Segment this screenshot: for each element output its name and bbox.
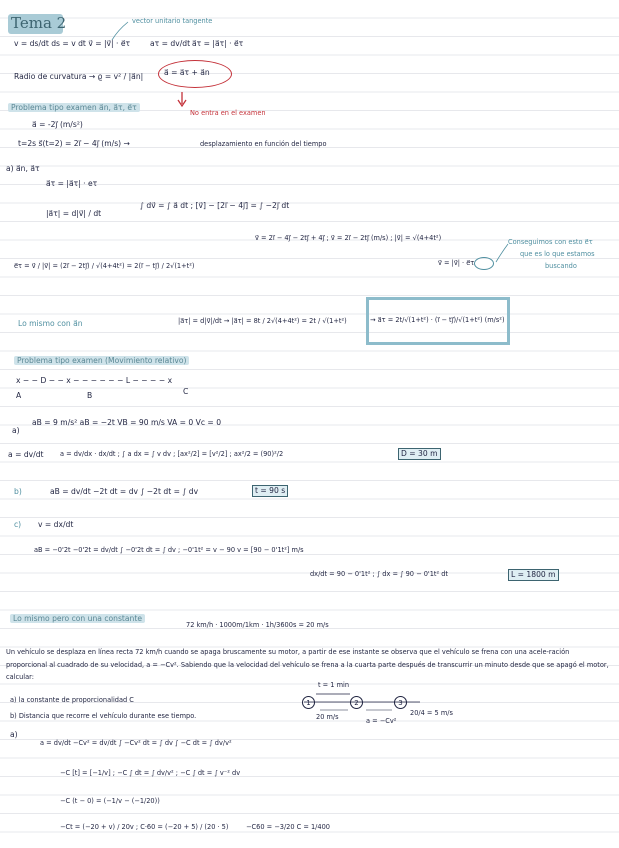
eq-b: aB = dv/dt −2t dt = dv ∫ −2t dt = ∫ dv — [50, 487, 199, 496]
diagram-point-1: 1 — [302, 696, 315, 709]
eq-line-1b: aτ = dv/dt — [150, 39, 191, 48]
eq-a-def: a = dv/dt — [8, 450, 44, 459]
eq-at-final: → a⃗τ = 2t/√(1+t²) · (i⃗ − tj⃗)/√(1+t²) (m/s²) — [370, 316, 505, 324]
eq-c-v: v = dx/dt — [38, 520, 74, 529]
question-a: a) la constante de proporcionalidad C — [10, 696, 134, 704]
note-no-entra: No entra en el examen — [190, 109, 266, 117]
diagram-accel: a = −Cv² — [366, 717, 397, 725]
diagram-point-3: 3 — [394, 696, 407, 709]
note-buscando: buscando — [545, 262, 577, 270]
eq-line-1: v = ds/dt ds = v dt v⃗ = |v⃗| · e⃗τ — [14, 39, 131, 48]
diagram-time: t = 1 min — [318, 681, 350, 689]
diagram-point-2: 2 — [350, 696, 363, 709]
part-c-2: c) — [14, 520, 22, 529]
page-title: Tema 2 — [11, 14, 67, 32]
teal-pointer-2 — [496, 244, 508, 262]
result-t: t = 90 s — [252, 485, 288, 497]
note-que-es: que es lo que estamos — [520, 250, 595, 258]
problem-statement: Un vehículo se desplaza en línea recta 72 km/h cuando se apaga bruscamente su motor, a partir de ese instante se observa que el vehículo se frena con una acele-ración proporcional al cuadrado de su velocidad, a = −Cv². Sabiendo que la velocidad del vehículo se frena a la cuarta parte después de transcurrir un minuto desde que se apagó el motor, calcular: — [6, 648, 609, 681]
lo-mismo-an: Lo mismo con a⃗n — [18, 319, 83, 328]
position-line: x − − D − − x − − − − − − L − − − − x — [16, 376, 173, 385]
eq-chain: a = dv/dx · dx/dt ; ∫ a dx = ∫ v dv ; [ax²/2] = [v²/2] ; ax²/2 = (90)²/2 — [60, 450, 284, 458]
data-line: aB = 9 m/s² aB = −2t VB = 90 m/s VA = 0 Vc = 0 — [32, 418, 222, 427]
part-b-2: b) — [14, 487, 22, 496]
part-a-2: a) — [12, 426, 20, 435]
part-a-label: a) a⃗n, a⃗τ — [6, 164, 40, 173]
eq-c-int: dx/dt = 90 − 0'1t² ; ∫ dx = ∫ 90 − 0'1t² dt — [310, 570, 449, 578]
point-B: B — [87, 391, 93, 400]
note-vector-tangente: vector unitario tangente — [132, 17, 213, 25]
header-problema-3: Lo mismo pero con una constante — [10, 614, 145, 623]
eq-at-deriv: |a⃗τ| = d|v⃗| / dt — [46, 209, 102, 218]
eq-at-mod: a⃗τ = |a⃗τ| · eτ — [46, 179, 98, 188]
solution-line-1: a = dv/dt −Cv² = dv/dt ∫ −Cv² dt = ∫ dv ∫ −C dt = ∫ dv/v² — [40, 739, 232, 747]
solution-line-3: −C (t − 0) = (−1/v − (−1/20)) — [60, 797, 160, 805]
note-conseguimos: Conseguimos con esto e⃗τ — [508, 238, 593, 246]
eq-a-given: a⃗ = -2j⃗ (m/s²) — [32, 120, 83, 129]
header-problema-2: Problema tipo examen (Movimiento relativo) — [14, 356, 189, 365]
result-L: L = 1800 m — [508, 569, 559, 581]
diagram-v0: 20 m/s — [316, 713, 339, 721]
eq-conversion: 72 km/h · 1000m/1km · 1h/3600s = 20 m/s — [186, 621, 329, 629]
eq-at-calc: |a⃗τ| = d|v⃗|/dt → |a⃗τ| = 8t / 2√(4+4t²) = 2t / √(1+t²) — [178, 317, 347, 325]
point-C: C — [183, 387, 189, 396]
result-D: D = 30 m — [398, 448, 441, 460]
eq-c: aB = −0'2t −0'2t = dv/dt ∫ −0'2t dt = ∫ dv ; −0'1t² = v − 90 v = [90 − 0'1t²] m/s — [34, 546, 304, 554]
eq-et: e⃗τ = v⃗ / |v⃗| = (2i⃗ − 2tj⃗) / √(4+4t²) = 2(i⃗ − tj⃗) / 2√(1+t²) — [14, 262, 195, 270]
solution-a-label: a) — [10, 730, 18, 739]
eq-line-1c: a⃗τ = |a⃗τ| · e⃗τ — [192, 39, 244, 48]
eq-boxed-accel: a⃗ = a⃗τ + a⃗n — [164, 68, 210, 77]
eq-t2: t=2s s⃗(t=2) = 2i⃗ − 4j⃗ (m/s) → — [18, 139, 130, 148]
point-A: A — [16, 391, 22, 400]
question-b: b) Distancia que recorre el vehículo durante ese tiempo. — [10, 712, 197, 720]
eq-integral: ∫ dv⃗ = ∫ a⃗ dt ; [v⃗] − [2i⃗ − 4j⃗] = ∫ −2j⃗ dt — [140, 201, 290, 210]
eq-radio-curvatura: Radio de curvatura → ϱ = v² / |a⃗n| — [14, 72, 144, 81]
solution-line-5: −C60 = −3/20 C = 1/400 — [246, 823, 330, 831]
eq-v-mod: v⃗ = |v⃗| · e⃗τ — [438, 259, 475, 267]
teal-pointer-1 — [112, 22, 128, 40]
diagram-v1: 20/4 = 5 m/s — [410, 709, 453, 717]
solution-line-2: −C [t] = [−1/v] ; −C ∫ dt = ∫ dv/v² ; −C ∫ dt = ∫ v⁻² dv — [60, 769, 241, 777]
header-problema-1: Problema tipo examen a⃗n, a⃗τ, e⃗τ — [8, 103, 140, 112]
note-desplazamiento: desplazamiento en función del tiempo — [200, 140, 327, 148]
eq-v-result: v⃗ = 2i⃗ − 4j⃗ − 2tj⃗ + 4j⃗ ; v⃗ = 2i⃗ − 2tj⃗ (m/s) ; |v⃗| = √(4+4t²) — [255, 234, 442, 242]
solution-line-4: −Ct = (−20 + v) / 20v ; C·60 = (−20 + 5) / (20 · 5) — [60, 823, 229, 831]
